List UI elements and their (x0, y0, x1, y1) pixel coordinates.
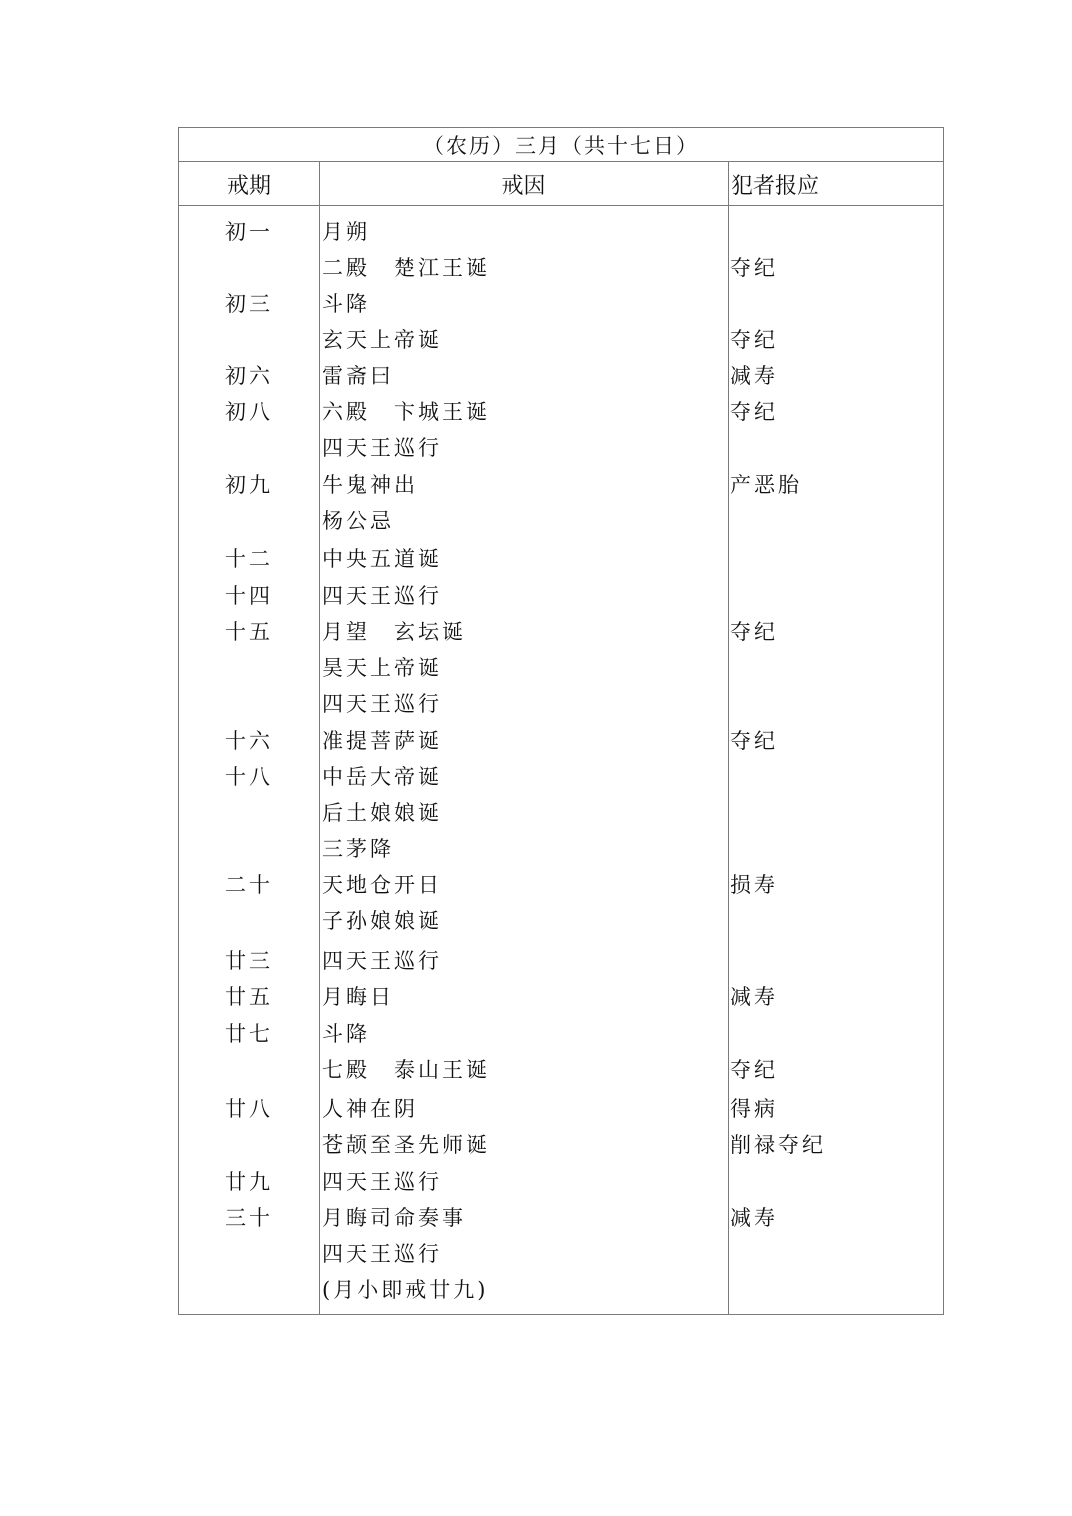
row-date: 十五 (225, 620, 273, 644)
row-date: 初六 (225, 364, 273, 388)
header-date: 戒期 (226, 173, 271, 199)
header-row (179, 162, 943, 206)
table-row (179, 906, 943, 936)
row-date: 廿五 (225, 985, 273, 1009)
table-body (179, 206, 943, 1314)
table-row (179, 1055, 943, 1085)
row-reason: 雷斋曰 (322, 364, 394, 388)
row-date: 廿七 (225, 1022, 273, 1046)
row-date: 初九 (225, 473, 273, 497)
table-row (179, 1167, 943, 1197)
table-row (179, 361, 943, 391)
row-consequence: 产恶胎 (730, 473, 802, 497)
row-reason: 牛鬼神出 (322, 473, 418, 497)
table-row (179, 506, 943, 536)
table-row (179, 946, 943, 976)
row-reason: 月朔 (322, 220, 370, 244)
table-row (179, 325, 943, 355)
row-date: 三十 (225, 1206, 273, 1230)
row-reason: 四天王巡行 (322, 436, 442, 460)
row-consequence: 削禄夺纪 (730, 1133, 826, 1157)
row-reason: 人神在阴 (322, 1097, 418, 1121)
row-date: 十六 (225, 729, 273, 753)
table-row (179, 253, 943, 283)
row-date: 十二 (225, 547, 273, 571)
table-row (179, 870, 943, 900)
table-row (179, 217, 943, 247)
row-consequence: 减寿 (730, 985, 778, 1009)
header-consequence: 犯者报应 (731, 173, 820, 199)
row-consequence: 得病 (730, 1097, 778, 1121)
row-reason: 二殿 楚江王诞 (322, 256, 490, 280)
row-consequence: 夺纪 (730, 256, 778, 280)
table-row (179, 1275, 943, 1305)
row-reason: 斗降 (322, 292, 370, 316)
row-consequence: 减寿 (730, 364, 778, 388)
row-consequence: 夺纪 (730, 1058, 778, 1082)
row-consequence: 减寿 (730, 1206, 778, 1230)
row-reason: (月小即戒廿九) (322, 1278, 489, 1302)
row-date: 十八 (225, 765, 273, 789)
row-date: 二十 (225, 873, 273, 897)
row-date: 廿八 (225, 1097, 273, 1121)
row-reason: 准提菩萨诞 (322, 729, 442, 753)
row-reason: 四天王巡行 (322, 1170, 442, 1194)
table-row (179, 1203, 943, 1233)
header-reason: 戒因 (501, 173, 546, 199)
table-row (179, 581, 943, 611)
row-consequence: 损寿 (730, 873, 778, 897)
row-reason: 天地仓开日 (322, 873, 442, 897)
table-row (179, 982, 943, 1012)
row-reason: 玄天上帝诞 (322, 328, 442, 352)
table-row (179, 834, 943, 864)
row-reason: 七殿 泰山王诞 (322, 1058, 490, 1082)
row-reason: 中央五道诞 (322, 547, 442, 571)
row-reason: 斗降 (322, 1022, 370, 1046)
row-reason: 昊天上帝诞 (322, 656, 442, 680)
row-reason: 子孙娘娘诞 (322, 909, 442, 933)
row-date: 初八 (225, 400, 273, 424)
row-reason: 四天王巡行 (322, 692, 442, 716)
table-row (179, 1239, 943, 1269)
row-date: 初三 (225, 292, 273, 316)
table-row (179, 653, 943, 683)
row-reason: 六殿 卞城王诞 (322, 400, 490, 424)
row-date: 十四 (225, 584, 273, 608)
row-reason: 三茅降 (322, 837, 394, 861)
table-row (179, 689, 943, 719)
row-consequence: 夺纪 (730, 620, 778, 644)
table-row (179, 397, 943, 427)
table-row (179, 762, 943, 792)
row-date: 廿九 (225, 1170, 273, 1194)
table-row (179, 289, 943, 319)
table-row (179, 433, 943, 463)
table-row (179, 544, 943, 574)
table-row (179, 1130, 943, 1160)
table-row (179, 726, 943, 756)
row-reason: 月望 玄坛诞 (322, 620, 466, 644)
row-reason: 杨公忌 (322, 509, 394, 533)
row-reason: 月晦司命奏事 (322, 1206, 466, 1230)
row-reason: 四天王巡行 (322, 1242, 442, 1266)
row-consequence: 夺纪 (730, 328, 778, 352)
table-row (179, 470, 943, 500)
table-row (179, 1019, 943, 1049)
row-date: 初一 (225, 220, 273, 244)
table-row (179, 1094, 943, 1124)
row-reason: 四天王巡行 (322, 584, 442, 608)
row-date: 廿三 (225, 949, 273, 973)
row-consequence: 夺纪 (730, 400, 778, 424)
table-title: （农历）三月（共十七日） (179, 128, 943, 162)
table-row (179, 798, 943, 828)
row-reason: 中岳大帝诞 (322, 765, 442, 789)
fasting-calendar-table (178, 127, 944, 1315)
row-reason: 月晦日 (322, 985, 394, 1009)
row-reason: 后土娘娘诞 (322, 801, 442, 825)
row-reason: 四天王巡行 (322, 949, 442, 973)
row-consequence: 夺纪 (730, 729, 778, 753)
row-reason: 苍颉至圣先师诞 (322, 1133, 490, 1157)
table-row (179, 617, 943, 647)
